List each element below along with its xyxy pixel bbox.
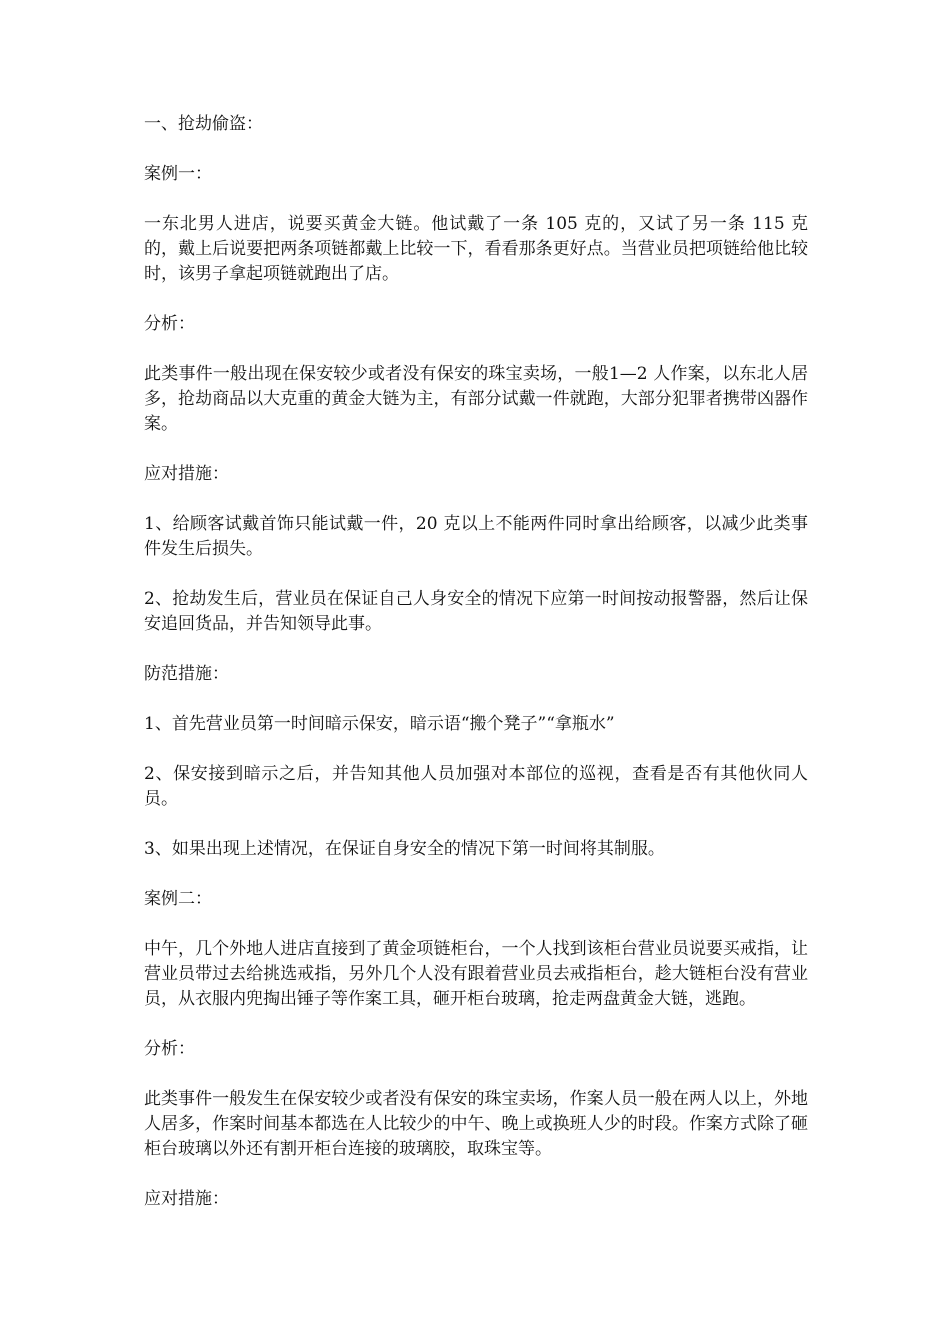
prevention-item-2: 2、保安接到暗示之后，并告知其他人员加强对本部位的巡视，查看是否有其他伙同人员。 (144, 764, 808, 809)
case-two-heading: 案例二： (144, 889, 212, 909)
prevention-item-3: 3、如果出现上述情况，在保证自身安全的情况下第一时间将其制服。 (144, 839, 665, 859)
case-two-analysis: 此类事件一般发生在保安较少或者没有保安的珠宝卖场，作案人员一般在两人以上，外地人居多，作案时间基本都选在人比较少的中午、晚上或换班人少的时段。作案方式除了砸柜台玻璃以外还有割开柜台连接的玻璃胶，取珠宝等。 (144, 1089, 808, 1159)
section-heading-robbery: 一、抢劫偷盗： (144, 114, 263, 134)
response-item-2: 2、抢劫发生后，营业员在保证自己人身安全的情况下应第一时间按动报警器，然后让保安追回货品，并告知领导此事。 (144, 589, 808, 634)
analysis-heading: 分析： (144, 314, 195, 334)
prevention-item-1: 1、首先营业员第一时间暗示保安，暗示语“搬个凳子”“拿瓶水” (144, 714, 615, 734)
response-item-1: 1、给顾客试戴首饰只能试戴一件，20 克以上不能两件同时拿出给顾客，以减少此类事件发生后损失。 (144, 514, 808, 559)
document-body (144, 112, 808, 1237)
case-two-description: 中午，几个外地人进店直接到了黄金项链柜台，一个人找到该柜台营业员说要买戒指，让营业员带过去给挑选戒指，另外几个人没有跟着营业员去戒指柜台，趁大链柜台没有营业员，从衣服内兜掏出锤子等作案工具，砸开柜台玻璃，抢走两盘黄金大链，逃跑。 (144, 939, 808, 1009)
case-one-description: 一东北男人进店，说要买黄金大链。他试戴了一条 105 克的，又试了另一条 115 克的，戴上后说要把两条项链都戴上比较一下，看看那条更好点。当营业员把项链给他比较时，该男子拿起项链就跑出了店。 (144, 214, 808, 284)
analysis-heading: 分析： (144, 1039, 195, 1059)
case-one-analysis: 此类事件一般出现在保安较少或者没有保安的珠宝卖场，一般1—2 人作案，以东北人居多，抢劫商品以大克重的黄金大链为主，有部分试戴一件就跑，大部分犯罪者携带凶器作案。 (144, 364, 808, 434)
response-heading: 应对措施： (144, 1189, 229, 1209)
response-heading: 应对措施： (144, 464, 229, 484)
prevention-heading: 防范措施： (144, 664, 229, 684)
case-one-heading: 案例一： (144, 164, 212, 184)
